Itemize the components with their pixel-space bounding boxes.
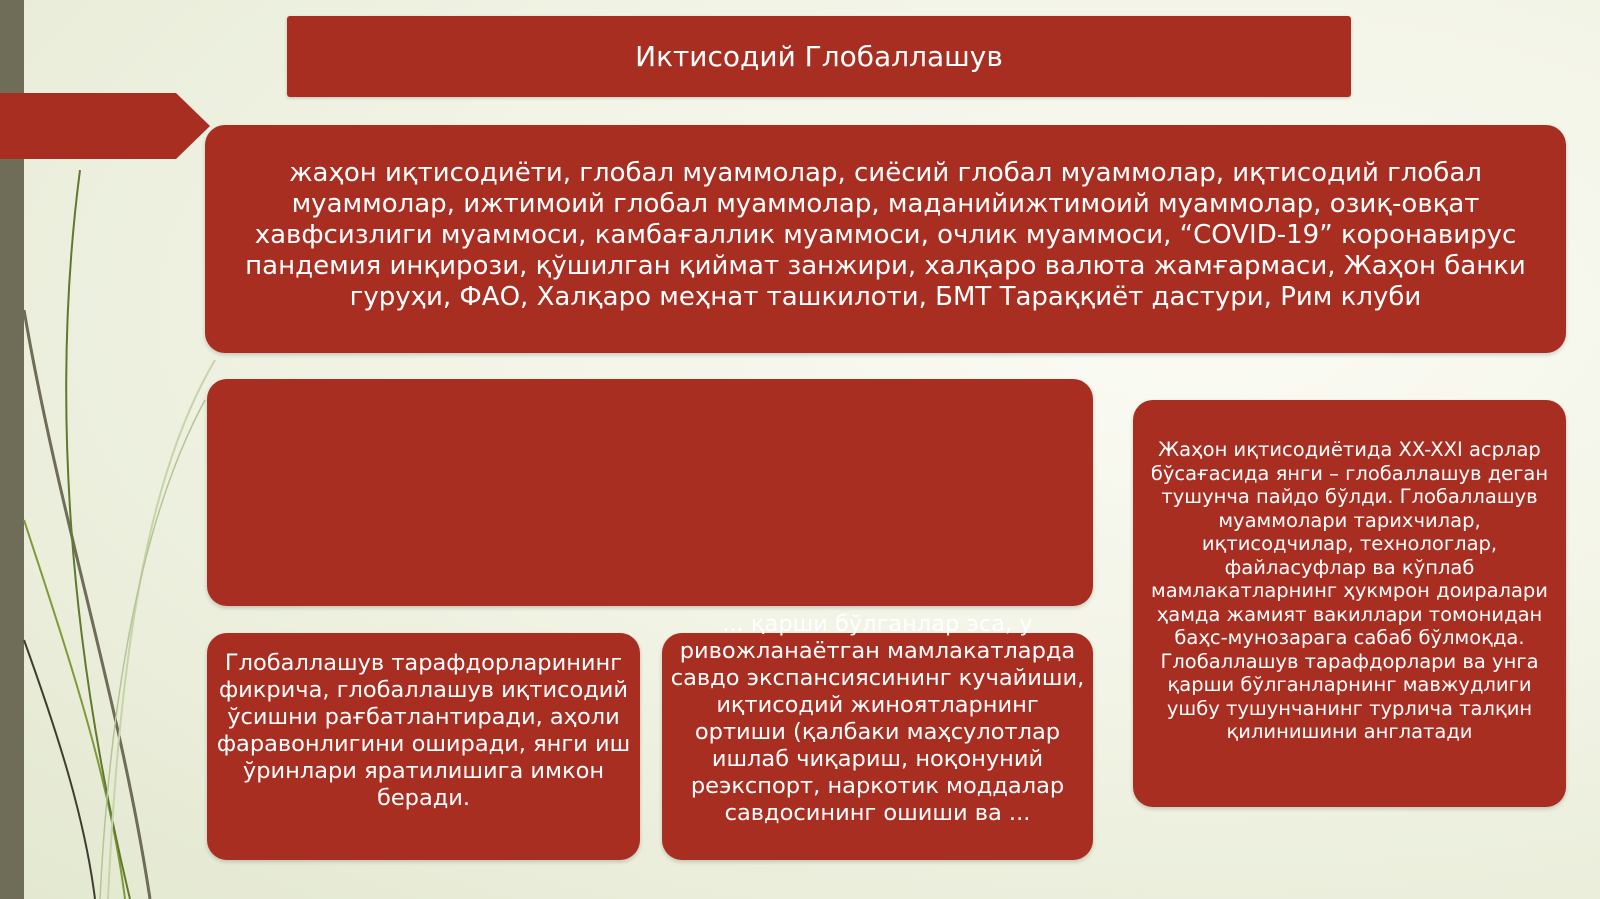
proponents-text: Глобаллашув тарафдорларининг фикрича, глобаллашув иқтисодий ўсишни рағбатлантиради, аҳоли фаравонлигини оширади, янги иш ўринлари яратилишига имкон беради. [216,650,631,811]
red-arrow-tab [0,93,210,159]
opponents-text: ... қарши бўлганлар эса, у ривожланаётган мамлакатларда савдо экспансиясининг кучайиши, иқтисодий жиноятларнинг ортиши (қалбаки маҳсулотлар ишлаб чиқариш, ноқонуний реэкспорт, наркотик моддалар савдосининг ошиши ва ... [670,611,1085,826]
definition-text: Жаҳон иқтисодиётида XX-XXI асрлар бўсағасида янги – глобаллашув деган тушунча пайдо бўлди. Глобаллашув муаммолари тарихчилар, иқтисодчилар, технологлар, файласуфлар ва кўплаб мамлакатларнинг ҳукмрон доиралари ҳамда жамият вакиллари томонидан баҳс-мунозарага сабаб бўлмоқда. Глобаллашув тарафдорлари ва унга қарши бўлганларнинг мавжудлиги ушбу тушунчанинг турлича талқин қилинишини англатади [1150,438,1549,743]
keywords-text: жаҳон иқтисодиёти, глобал муаммолар, сиёсий глобал муаммолар, иқтисодий глобал муаммолар, ижтимоий глобал муаммолар, маданийижтимоий муаммолар, озиқ-овқат хавфсизлиги муаммоси, камбағаллик муаммоси, очлик муаммоси, “COVID-19” коронавирус пандемия инқирози, қўшилган қиймат занжири, халқаро валюта жамғармаси, Жаҳон банки гуруҳи, ФАО, Халқаро меҳнат ташкилоти, БМТ Тараққиёт дастури, Рим клуби [245,157,1526,312]
keywords-box [205,125,1566,353]
empty-red-box [207,379,1093,606]
opponents-box [662,611,1093,860]
slide-title-text: Иктисодий Глобаллашув [635,40,1003,73]
slide-title [287,16,1351,97]
proponents-box [207,633,640,860]
definition-box [1133,400,1566,807]
